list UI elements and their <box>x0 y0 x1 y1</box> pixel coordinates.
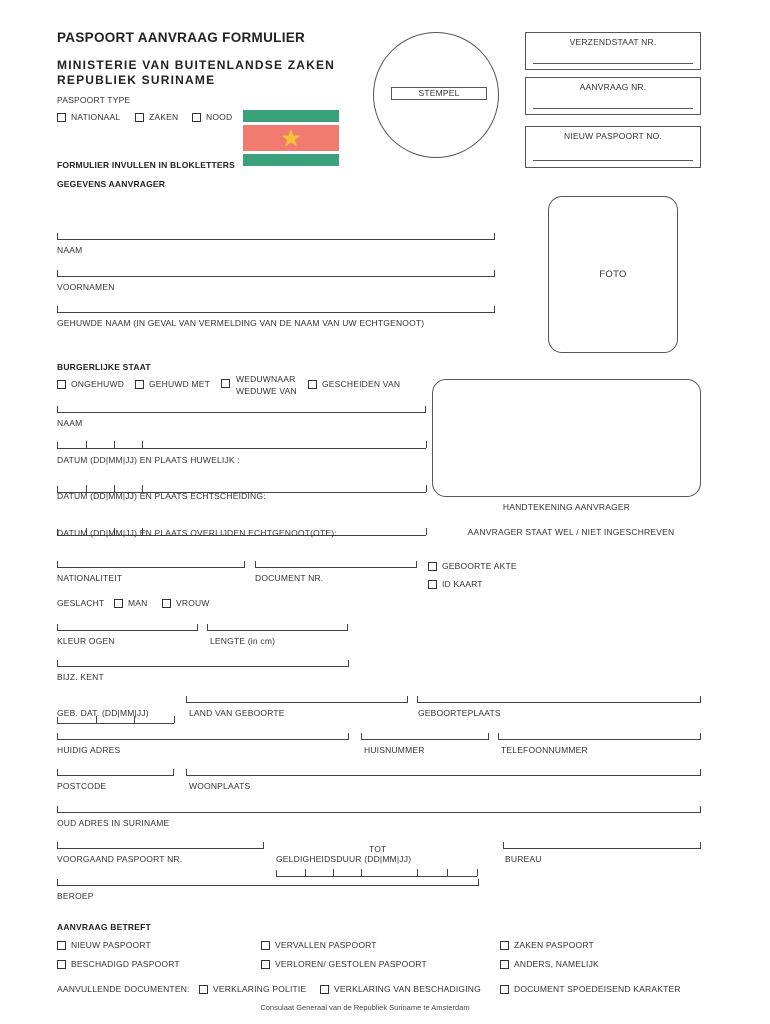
photo-label: FOTO <box>599 269 627 280</box>
signature-box[interactable] <box>432 379 701 497</box>
lengte-input[interactable] <box>207 624 348 631</box>
verklaring-politie-checkbox[interactable] <box>199 985 208 994</box>
geboorte-akte-label: GEBOORTE AKTE <box>442 561 517 571</box>
type-nood-option[interactable] <box>192 112 232 122</box>
partner-naam-label: NAAM <box>57 418 83 428</box>
zaken-paspoort-option[interactable] <box>500 940 594 950</box>
geb-dat-label: GEB. DAT. (DD|MM|JJ) <box>57 708 149 718</box>
gescheiden-label: GESCHEIDEN VAN <box>322 379 401 389</box>
woonplaats-input[interactable] <box>186 769 701 776</box>
telefoonnummer-input[interactable] <box>498 733 701 740</box>
huisnummer-label: HUISNUMMER <box>364 745 425 755</box>
aanvraag-line <box>533 108 693 109</box>
weduwnaar-option[interactable] <box>221 379 230 388</box>
verzendstaat-box[interactable] <box>525 32 701 70</box>
id-kaart-checkbox[interactable] <box>428 580 437 589</box>
telefoonnummer-label: TELEFOONNUMMER <box>501 745 588 755</box>
vervallen-label: VERVALLEN PASPOORT <box>275 940 377 950</box>
geslacht-label: GESLACHT <box>57 598 105 608</box>
man-label: MAN <box>128 598 148 608</box>
anders-checkbox[interactable] <box>500 960 509 969</box>
signature-label: HANDTEKENING AANVRAGER <box>502 502 631 512</box>
registration-status-label: AANVRAGER STAAT WEL / NIET INGESCHREVEN <box>467 527 675 537</box>
geb-dat-input[interactable] <box>57 717 174 724</box>
nieuw-paspoort-option-label: NIEUW PASPOORT <box>71 940 151 950</box>
gehuwd-checkbox[interactable] <box>135 380 144 389</box>
vrouw-checkbox[interactable] <box>162 599 171 608</box>
footer-consulate: Consulaat Generaal van de Republiek Suriname te Amsterdam <box>260 1003 470 1012</box>
document-spoed-label: DOCUMENT SPOEDEISEND KARAKTER <box>514 984 681 994</box>
geboorte-akte-option[interactable] <box>428 561 517 571</box>
beschadigd-label: BESCHADIGD PASPOORT <box>71 959 180 969</box>
geboorte-akte-checkbox[interactable] <box>428 562 437 571</box>
type-zaken-label: ZAKEN <box>149 112 179 122</box>
aanvullende-documenten-label: AANVULLENDE DOCUMENTEN: <box>57 984 190 994</box>
echtscheiding-date-label: DATUM (DD|MM|JJ) EN PLAATS ECHTSCHEIDING: <box>57 491 266 501</box>
bijz-kent-label: BIJZ. KENT <box>57 672 104 682</box>
verzendstaat-line <box>533 63 693 64</box>
aanvraag-label: AANVRAAG NR. <box>579 82 647 92</box>
ministry-line-2: REPUBLIEK SURINAME <box>57 73 216 87</box>
type-zaken-option[interactable] <box>135 112 178 122</box>
verloren-label: VERLOREN/ GESTOLEN PASPOORT <box>275 959 427 969</box>
verklaring-beschadiging-label: VERKLARING VAN BESCHADIGING <box>334 984 481 994</box>
naam-input[interactable] <box>57 233 495 240</box>
bijz-kent-input[interactable] <box>57 660 349 667</box>
request-section-label: AANVRAAG BETREFT <box>57 922 151 932</box>
gehuwd-label: GEHUWD MET <box>149 379 211 389</box>
geboorteplaats-input[interactable] <box>417 696 701 703</box>
lengte-label: LENGTE (in cm) <box>210 636 276 646</box>
form-title: PASPOORT AANVRAAG FORMULIER <box>57 30 306 45</box>
type-zaken-checkbox[interactable] <box>135 113 144 122</box>
nieuw-paspoort-line <box>533 160 693 161</box>
bureau-input[interactable] <box>503 842 701 849</box>
passport-type-label: PASPOORT TYPE <box>57 95 131 105</box>
zaken-paspoort-label: ZAKEN PASPOORT <box>514 940 594 950</box>
beroep-label: BEROEP <box>57 891 94 901</box>
voorgaand-paspoort-label: VOORGAAND PASPOORT NR. <box>57 854 183 864</box>
zaken-paspoort-checkbox[interactable] <box>500 941 509 950</box>
huwelijk-date-input[interactable] <box>57 442 426 449</box>
gehuwd-option[interactable] <box>135 379 210 389</box>
civil-status-label: BURGERLIJKE STAAT <box>57 362 151 372</box>
flag-green-bottom <box>243 154 339 166</box>
suriname-flag-icon <box>243 110 339 166</box>
huwelijk-date-label: DATUM (DD|MM|JJ) EN PLAATS HUWELIJK : <box>57 455 240 465</box>
vrouw-option[interactable] <box>162 598 210 608</box>
ongehuwd-label: ONGEHUWD <box>71 379 125 389</box>
postcode-label: POSTCODE <box>57 781 107 791</box>
weduwe-label: WEDUWE VAN <box>236 386 297 396</box>
verklaring-beschadiging-checkbox[interactable] <box>320 985 329 994</box>
ministry-line-1: MINISTERIE VAN BUITENLANDSE ZAKEN <box>57 58 336 72</box>
document-spoed-option[interactable] <box>500 984 681 994</box>
geldigheidsduur-input[interactable] <box>276 870 477 877</box>
beschadigd-option[interactable] <box>57 959 180 969</box>
woonplaats-label: WOONPLAATS <box>189 781 251 791</box>
ongehuwd-option[interactable] <box>57 379 124 389</box>
anders-option[interactable] <box>500 959 599 969</box>
bureau-label: BUREAU <box>505 854 542 864</box>
type-nationaal-checkbox[interactable] <box>57 113 66 122</box>
photo-box[interactable] <box>548 196 678 353</box>
document-spoed-checkbox[interactable] <box>500 985 509 994</box>
vervallen-checkbox[interactable] <box>261 941 270 950</box>
vrouw-label: VROUW <box>176 598 210 608</box>
verzendstaat-label: VERZENDSTAAT NR. <box>569 37 657 47</box>
naam-label: NAAM <box>57 245 83 255</box>
weduwnaar-label: WEDUWNAAR <box>236 374 296 384</box>
gescheiden-checkbox[interactable] <box>308 380 317 389</box>
beroep-input[interactable] <box>57 879 479 886</box>
verklaring-politie-option[interactable] <box>199 984 306 994</box>
nieuw-paspoort-label: NIEUW PASPOORT NO. <box>563 131 663 141</box>
block-letters-note: FORMULIER INVULLEN IN BLOKLETTERS <box>57 160 236 170</box>
gehuwde-naam-input[interactable] <box>57 306 495 313</box>
kleur-ogen-label: KLEUR OGEN <box>57 636 115 646</box>
type-nood-checkbox[interactable] <box>192 113 201 122</box>
id-kaart-label: ID KAART <box>442 579 483 589</box>
overlijden-date-label: DATUM (DD|MM|JJ) EN PLAATS OVERLIJDEN ECHTGENOOT(OTE): <box>57 528 337 538</box>
verklaring-beschadiging-option[interactable] <box>320 984 481 994</box>
vervallen-option[interactable] <box>261 940 377 950</box>
gescheiden-option[interactable] <box>308 379 400 389</box>
nieuw-paspoort-checkbox[interactable] <box>57 941 66 950</box>
voorgaand-paspoort-input[interactable] <box>57 842 264 849</box>
voornamen-input[interactable] <box>57 270 495 277</box>
nationaliteit-label: NATIONALITEIT <box>57 573 123 583</box>
type-nationaal-option[interactable] <box>57 112 120 122</box>
applicant-section-label: GEGEVENS AANVRAGER <box>57 179 166 189</box>
huisnummer-input[interactable] <box>361 733 489 740</box>
partner-naam-input[interactable] <box>57 406 426 413</box>
huidig-adres-label: HUIDIG ADRES <box>57 745 121 755</box>
anders-label: ANDERS, NAMELIJK <box>514 959 599 969</box>
land-geboorte-input[interactable] <box>186 696 408 703</box>
weduwnaar-checkbox[interactable] <box>221 379 230 388</box>
ongehuwd-checkbox[interactable] <box>57 380 66 389</box>
stamp-label: STEMPEL <box>391 87 487 100</box>
id-kaart-option[interactable] <box>428 579 483 589</box>
verklaring-politie-label: VERKLARING POLITIE <box>213 984 307 994</box>
land-geboorte-label: LAND VAN GEBOORTE <box>189 708 285 718</box>
nationaliteit-input[interactable] <box>57 561 245 568</box>
nieuw-paspoort-option[interactable] <box>57 940 151 950</box>
kleur-ogen-input[interactable] <box>57 624 198 631</box>
oud-adres-label: OUD ADRES IN SURINAME <box>57 818 170 828</box>
document-nr-input[interactable] <box>255 561 417 568</box>
type-nationaal-label: NATIONAAL <box>71 112 121 122</box>
nieuw-paspoort-box[interactable] <box>525 126 701 168</box>
type-nood-label: NOOD <box>206 112 233 122</box>
beschadigd-checkbox[interactable] <box>57 960 66 969</box>
man-checkbox[interactable] <box>114 599 123 608</box>
verloren-option[interactable] <box>261 959 427 969</box>
gehuwde-naam-label: GEHUWDE NAAM (IN GEVAL VAN VERMELDING VAN DE NAAM VAN UW ECHTGENOOT) <box>57 318 425 328</box>
geboorteplaats-label: GEBOORTEPLAATS <box>418 708 501 718</box>
man-option[interactable] <box>114 598 148 608</box>
flag-white-bottom <box>243 151 339 154</box>
flag-green-top <box>243 110 339 122</box>
tot-label: TOT <box>369 844 387 854</box>
aanvraag-box[interactable] <box>525 77 701 115</box>
postcode-input[interactable] <box>57 769 174 776</box>
verloren-checkbox[interactable] <box>261 960 270 969</box>
huidig-adres-input[interactable] <box>57 733 349 740</box>
oud-adres-input[interactable] <box>57 806 701 813</box>
flag-white-top <box>243 122 339 125</box>
document-nr-label: DOCUMENT NR. <box>255 573 324 583</box>
voornamen-label: VOORNAMEN <box>57 282 115 292</box>
geldigheidsduur-label: GELDIGHEIDSDUUR (DD|MM|JJ) <box>276 854 412 864</box>
